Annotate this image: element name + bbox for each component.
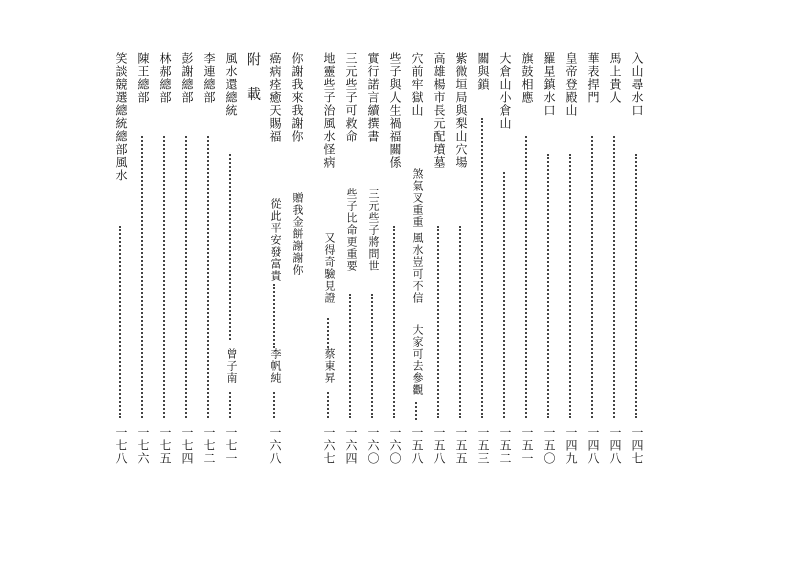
toc-entry <box>562 52 580 472</box>
entry-page: 一七二 <box>202 426 216 465</box>
entry-page: 一四七 <box>630 426 644 465</box>
toc-entry <box>364 52 382 472</box>
leader-dots <box>185 136 187 418</box>
entry-title: 林郝總部 <box>158 52 172 104</box>
toc-entry <box>266 52 284 472</box>
entry-title: 彭謝總部 <box>180 52 194 104</box>
entry-title: 你謝我來我謝你 <box>290 52 304 143</box>
toc-entry <box>386 52 404 472</box>
leader-dots <box>393 226 395 418</box>
toc-entry <box>342 52 360 472</box>
entry-title: 地靈些子治風水怪病 <box>322 52 336 169</box>
entry-title: 關與鎖 <box>476 52 490 91</box>
toc-entry <box>430 52 448 472</box>
toc-entry <box>200 52 218 472</box>
leader-dots <box>415 402 417 420</box>
entry-title: 穴前牢獄山 <box>410 52 424 117</box>
entry-title: 皇帝登殿山 <box>564 52 578 117</box>
entry-title: 紫微垣局與梨山穴場 <box>454 52 468 169</box>
entry-page: 一六四 <box>344 426 358 465</box>
entry-page: 一五八 <box>432 426 446 465</box>
entry-title: 羅星鎮水口 <box>542 52 556 117</box>
leader-dots <box>327 318 329 348</box>
entry-title: 大倉山小倉山 <box>498 52 512 130</box>
toc-entry <box>452 52 470 472</box>
entry-page: 一五五 <box>454 426 468 465</box>
entry-subtitle: 煞氣叉重重 <box>411 168 424 228</box>
leader-dots <box>591 136 593 418</box>
toc-entry <box>320 52 338 472</box>
toc-entry <box>496 52 514 472</box>
entry-page: 一六八 <box>268 426 282 465</box>
leader-dots <box>273 392 275 418</box>
entry-page: 一六〇 <box>366 426 380 465</box>
leader-dots <box>613 136 615 418</box>
leader-dots <box>327 392 329 418</box>
entry-subtitle: 些子比命更重要 <box>345 188 358 272</box>
entry-page: 一五二 <box>498 426 512 465</box>
entry-subtitle: 贈我金餅謝謝你 <box>291 192 304 276</box>
entry-author: 曾子南 <box>225 348 238 384</box>
leader-dots <box>569 154 571 418</box>
entry-subtitle: 風水豈可不信 <box>411 232 424 304</box>
entry-title: 旗鼓相應 <box>520 52 534 104</box>
leader-dots <box>273 284 275 348</box>
entry-title: 三元些子可救命 <box>344 52 358 143</box>
entry-title: 馬上貴人 <box>608 52 622 104</box>
entry-page: 一七一 <box>224 426 238 465</box>
toc-entry <box>540 52 558 472</box>
toc-entry <box>408 52 426 472</box>
leader-dots <box>437 226 439 418</box>
toc-entry <box>606 52 624 472</box>
toc-entry <box>178 52 196 472</box>
entry-title: 華表捍門 <box>586 52 600 104</box>
leader-dots <box>141 136 143 418</box>
leader-dots <box>207 136 209 418</box>
leader-dots <box>481 118 483 418</box>
leader-dots <box>349 294 351 418</box>
entry-page: 一六七 <box>322 426 336 465</box>
leader-dots <box>547 154 549 418</box>
entry-title: 癌病痊癒天賜福 <box>268 52 282 143</box>
entry-page: 一五一 <box>520 426 534 465</box>
entry-page: 一四九 <box>564 426 578 465</box>
entry-page: 一七五 <box>158 426 172 465</box>
entry-page: 一七八 <box>114 426 128 465</box>
entry-title: 李連總部 <box>202 52 216 104</box>
entry-title: 實行諾言續撰書 <box>366 52 380 143</box>
entry-title: 陳王總部 <box>136 52 150 104</box>
toc-entry <box>474 52 492 472</box>
entry-page: 一五八 <box>410 426 424 465</box>
entry-subtitle: 三元些子將問世 <box>367 188 380 272</box>
toc-entry <box>112 52 130 472</box>
toc-entry <box>134 52 152 472</box>
entry-page: 一五三 <box>476 426 490 465</box>
toc-entry <box>156 52 174 472</box>
leader-dots <box>119 226 121 418</box>
leader-dots <box>371 294 373 418</box>
toc-entry <box>584 52 602 472</box>
entry-title: 些子與人生禍福關係 <box>388 52 402 169</box>
entry-page: 一四八 <box>608 426 622 465</box>
entry-author: 李帆純 <box>269 348 282 384</box>
entry-page: 一四八 <box>586 426 600 465</box>
toc-entry <box>222 52 240 472</box>
entry-title: 風水還總統 <box>224 52 238 117</box>
entry-page: 一五〇 <box>542 426 556 465</box>
leader-dots <box>163 136 165 418</box>
toc-entry <box>288 52 306 472</box>
entry-title: 高雄楊市長元配墳墓 <box>432 52 446 169</box>
appendix-heading: 附 載 <box>245 52 261 109</box>
entry-subtitle: 從此平安發富貴 <box>269 198 282 282</box>
leader-dots <box>635 154 637 418</box>
entry-title: 笑談競選總統總部風水 <box>114 52 128 182</box>
leader-dots <box>459 226 461 418</box>
entry-title: 入山尋水口 <box>630 52 644 117</box>
entry-page: 一七四 <box>180 426 194 465</box>
leader-dots <box>525 136 527 418</box>
entry-author: 蔡東昇 <box>323 348 336 384</box>
entry-page: 一六〇 <box>388 426 402 465</box>
entry-page: 一七六 <box>136 426 150 465</box>
entry-subtitle: 又得奇驗見證 <box>323 232 336 304</box>
toc-entry <box>628 52 646 472</box>
leader-dots <box>503 172 505 418</box>
leader-dots <box>229 392 231 418</box>
leader-dots <box>229 154 231 340</box>
entry-subtitle: 大家可去參觀 <box>411 324 424 396</box>
toc-entry <box>518 52 536 472</box>
